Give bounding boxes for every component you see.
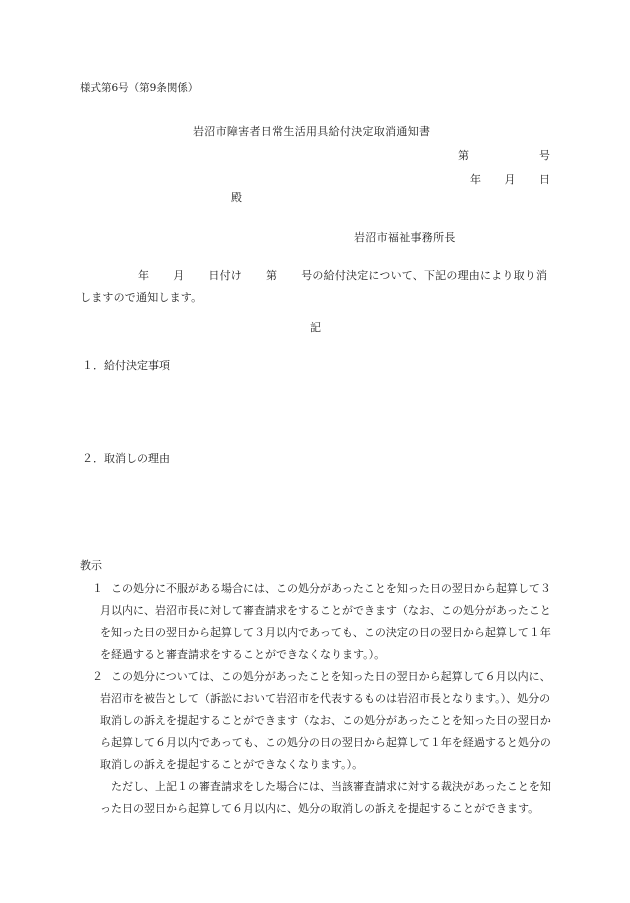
form-number: 様式第6号（第9条関係）	[80, 82, 199, 94]
kyoji-heading: 教示	[80, 559, 102, 572]
body-number-prefix: 第	[266, 269, 278, 282]
addressee-suffix: 殿	[231, 191, 242, 204]
note-number: １	[92, 582, 103, 595]
issuer-name: 岩沼市福祉事務所長	[354, 231, 456, 244]
document-number-line	[458, 150, 550, 161]
body-month: 月	[173, 269, 185, 282]
note-item	[80, 666, 552, 820]
note-item	[80, 578, 552, 666]
number-prefix: 第	[458, 149, 469, 162]
date-month: 月	[504, 173, 516, 186]
number-suffix: 号	[539, 149, 550, 162]
instruction-notes	[80, 578, 552, 820]
date-day: 日	[539, 173, 550, 186]
body-paragraph	[80, 265, 551, 309]
body-year: 年	[138, 269, 150, 282]
note-text: この処分に不服がある場合には、この処分があったことを知った日の翌日から起算して３月以内に、岩沼市長に対して審査請求をすることができます（なお、この処分があったことを知った日の翌日から起算して３月以内であっても、この決定の日の翌日から起算して１年を経過すると審査請求をすることができなくなります。）。	[100, 582, 551, 661]
date-year: 年	[470, 173, 481, 186]
document-date-line	[470, 174, 550, 185]
body-rest: 号の給付決定について、下記の理由により取り消しますので通知します。	[80, 269, 548, 304]
section-1-heading: １．給付決定事項	[82, 359, 170, 372]
note-continuation: ただし、上記１の審査請求をした場合には、当該審査請求に対する裁決があったことを知った日の翌日から起算して６月以内に、処分の取消しの訴えを提起することができます。	[100, 780, 551, 815]
section-2-heading: ２．取消しの理由	[82, 452, 170, 465]
body-day-suffix: 日付け	[208, 269, 243, 282]
note-number: ２	[92, 670, 103, 683]
note-text: この処分については、この処分があったことを知った日の翌日から起算して６月以内に、岩沼市を被告として（訴訟において岩沼市を代表するものは岩沼市長となります。）、処分の取消しの訴えを提起することができます（なお、この処分があったことを知った日の翌日から起算して６月以内であっても、この処分の日の翌日から起算して１年を経過すると処分の取消しの訴えを提起することができなくなります。）。	[100, 670, 551, 771]
document-title: 岩沼市障害者日常生活用具給付決定取消通知書	[193, 125, 431, 138]
ki-heading: 記	[310, 321, 321, 334]
